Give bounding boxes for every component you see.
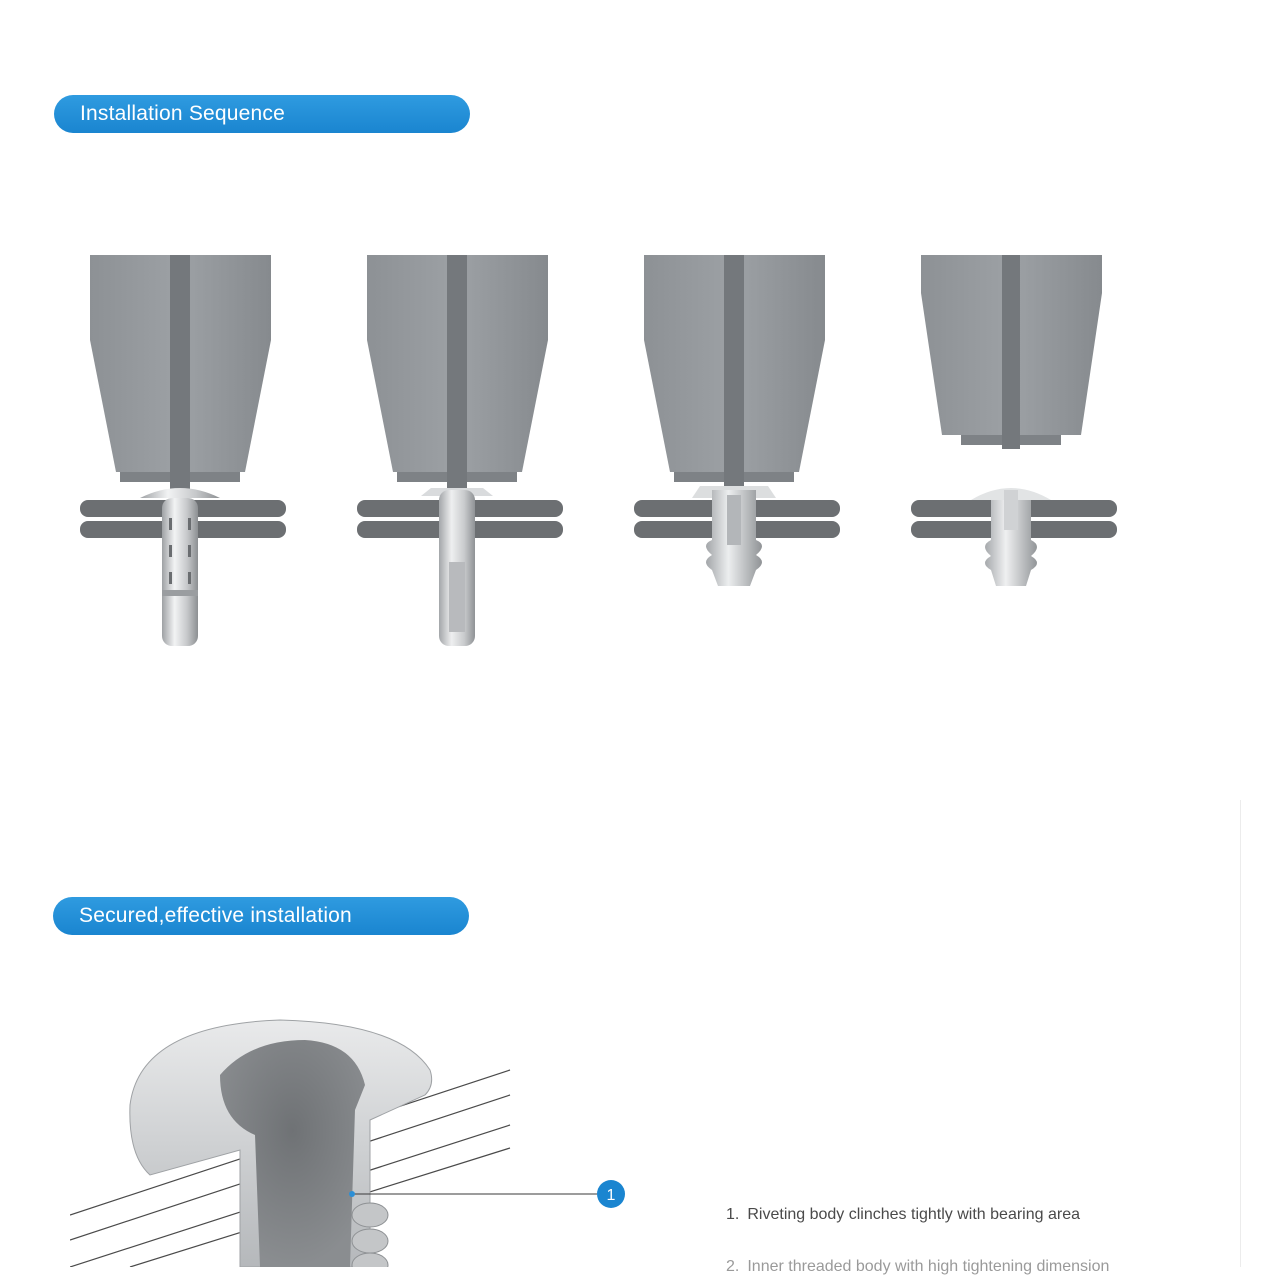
mandrel [724, 255, 744, 495]
callout-number: 1 [606, 1187, 616, 1204]
scan-edge [1240, 800, 1241, 1267]
feature-number: 2. [726, 1258, 740, 1275]
thread-core [1004, 490, 1018, 530]
mandrel [1002, 255, 1020, 449]
feature-item-2 [726, 1258, 1109, 1276]
feature-text: Inner threaded body with high tightening dimension [747, 1258, 1110, 1275]
feature-text: Riveting body clinches tightly with bearing area [747, 1206, 1080, 1223]
section-title: Secured,effective installation [79, 904, 352, 927]
feature-item-1 [726, 1206, 1080, 1224]
installation-stage-2 [355, 250, 570, 655]
rivet-flange [140, 488, 220, 498]
section-title: Installation Sequence [80, 102, 286, 125]
mandrel [170, 255, 190, 495]
rivet-body [162, 498, 198, 646]
section-header-installation-sequence [54, 95, 470, 133]
installation-stage-1 [78, 250, 293, 655]
section-header-secured-installation [53, 897, 469, 935]
cutaway-illustration [70, 1015, 630, 1267]
callout-anchor [349, 1191, 355, 1197]
thread-ridges [352, 1203, 388, 1267]
mandrel [447, 255, 467, 495]
callout-marker-1 [597, 1180, 625, 1208]
feature-number: 1. [726, 1206, 740, 1223]
installation-stage-4 [909, 250, 1124, 655]
installation-stage-3 [632, 250, 847, 655]
thread-core [727, 495, 741, 545]
